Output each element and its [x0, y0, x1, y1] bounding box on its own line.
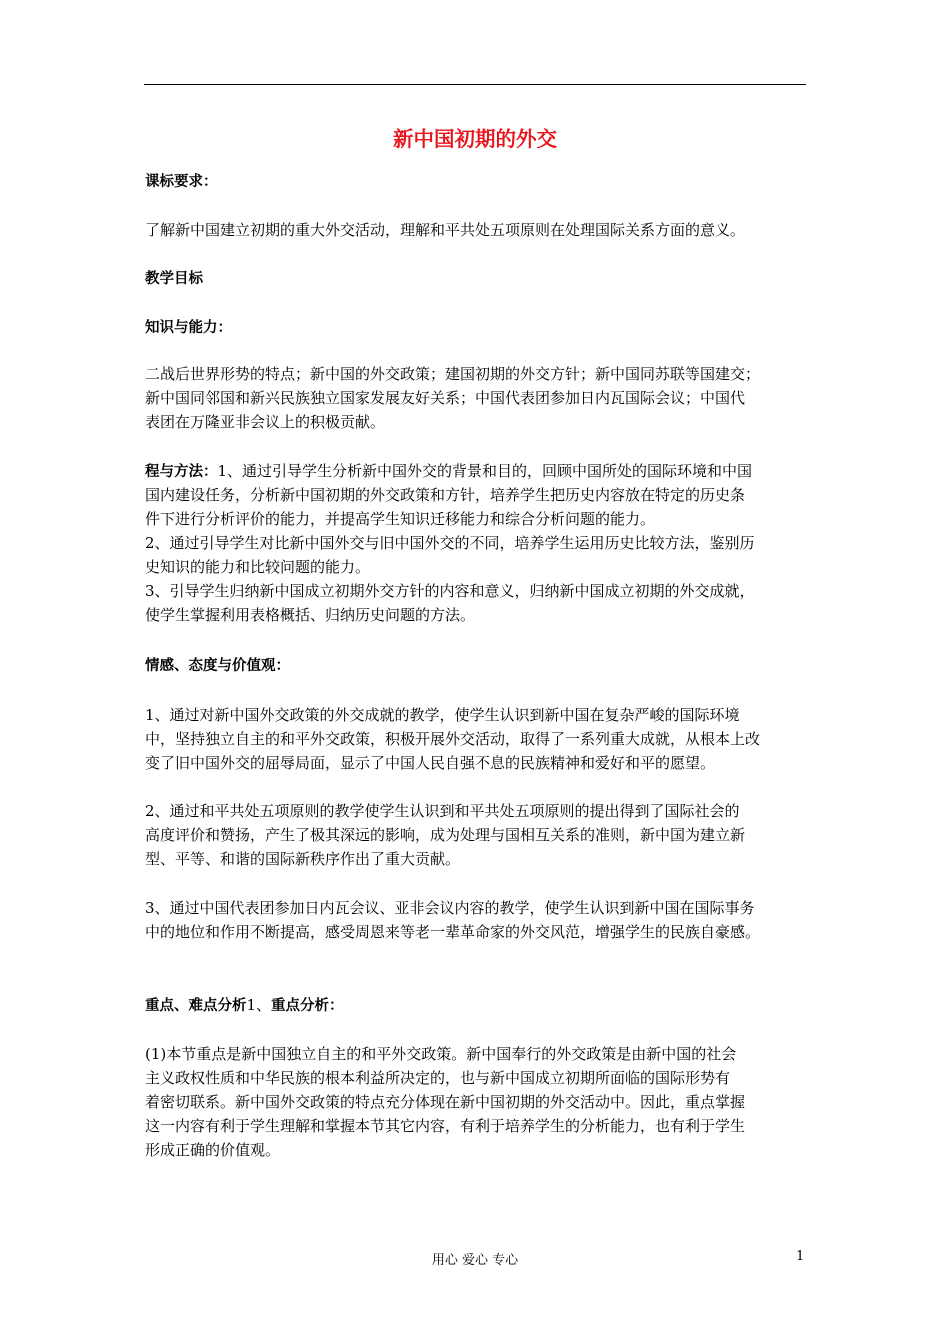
- text-line: 3、通过中国代表团参加日内瓦会议、亚非会议内容的教学，使学生认识到新中国在国际事务: [145, 899, 755, 917]
- text-line: 二战后世界形势的特点；新中国的外交政策；建国初期的外交方针；新中国同苏联等国建交；: [145, 365, 761, 383]
- emotion-heading: 情感、态度与价值观：: [145, 658, 290, 674]
- text-line: 高度评价和赞扬，产生了极其深远的影响，成为处理与国相互关系的准则，新中国为建立新: [145, 826, 746, 844]
- knowledge-paragraph: [145, 362, 810, 434]
- goals-heading: 教学目标: [145, 271, 203, 287]
- emotion-paragraph-1: [145, 703, 810, 775]
- header-rule: [144, 84, 806, 85]
- knowledge-heading: 知识与能力：: [145, 320, 232, 336]
- text-line: 2、通过引导学生对比新中国外交与旧中国外交的不同，培养学生运用历史比较方法，鉴别历: [145, 534, 755, 552]
- page-footer: 用心 爱心 专心: [431, 1253, 519, 1268]
- text-line: 国内建设任务，分析新中国初期的外交政策和方针，培养学生把历史内容放在特定的历史条: [145, 486, 746, 504]
- text-line: 主义政权性质和中华民族的根本利益所决定的，也与新中国成立初期所面临的国际形势有: [145, 1069, 731, 1087]
- text-line: 表团在万隆亚非会议上的积极贡献。: [145, 413, 386, 431]
- emotion-paragraph-3: [145, 896, 810, 944]
- text-line: 变了旧中国外交的屈辱局面，显示了中国人民自强不息的民族精神和爱好和平的愿望。: [145, 754, 716, 772]
- key-heading: [145, 993, 810, 1018]
- key-heading-part-b: 1、: [246, 996, 272, 1014]
- method-paragraph: [145, 459, 810, 627]
- kebiao-heading: 课标要求：: [145, 174, 218, 190]
- text-line: 1、通过对新中国外交政策的外交成就的教学，使学生认识到新中国在复杂严峻的国际环境: [145, 706, 740, 724]
- text-line: 史知识的能力和比较问题的能力。: [145, 558, 371, 576]
- method-heading: 程与方法：: [145, 464, 218, 480]
- kebiao-text: 了解新中国建立初期的重大外交活动，理解和平共处五项原则在处理国际关系方面的意义。: [145, 221, 746, 239]
- text-line: 新中国同邻国和新兴民族独立国家发展友好关系；中国代表团参加日内瓦国际会议；中国代: [145, 389, 746, 407]
- emotion-paragraph-2: [145, 799, 810, 871]
- text-line: 件下进行分析评价的能力，并提高学生知识迁移能力和综合分析问题的能力。: [145, 510, 656, 528]
- text-line: (1)本节重点是新中国独立自主的和平外交政策。新中国奉行的外交政策是由新中国的社会: [145, 1045, 737, 1063]
- text-line: 使学生掌握利用表格概括、归纳历史问题的方法。: [145, 606, 476, 624]
- text-line: 2、通过和平共处五项原则的教学使学生认识到和平共处五项原则的提出得到了国际社会的: [145, 802, 740, 820]
- text-line: 中，坚持独立自主的和平外交政策，积极开展外交活动，取得了一系列重大成就，从根本上改: [145, 730, 761, 748]
- text-line: 形成正确的价值观。: [145, 1141, 281, 1159]
- key-heading-part-a: 重点、难点分析: [145, 998, 247, 1014]
- page-number: 1: [796, 1249, 805, 1264]
- text-line: 这一内容有利于学生理解和掌握本节其它内容，有利于培养学生的分析能力，也有利于学生: [145, 1117, 746, 1135]
- text-line: 型、平等、和谐的国际新秩序作出了重大贡献。: [145, 850, 461, 868]
- text-line: [145, 459, 810, 483]
- text-line: 3、引导学生归纳新中国成立初期外交方针的内容和意义，归纳新中国成立初期的外交成就，: [145, 582, 755, 600]
- text-line: 着密切联系。新中国外交政策的特点充分体现在新中国初期的外交活动中。因此，重点掌握: [145, 1093, 746, 1111]
- key-heading-part-c: 重点分析：: [271, 998, 344, 1014]
- page-title: 新中国初期的外交: [393, 127, 557, 151]
- key-paragraph: [145, 1042, 810, 1162]
- method-first-line: 1、通过引导学生分析新中国外交的背景和目的，回顾中国所处的国际环境和中国: [217, 462, 753, 480]
- text-line: 中的地位和作用不断提高，感受周恩来等老一辈革命家的外交风范，增强学生的民族自豪感。: [145, 923, 761, 941]
